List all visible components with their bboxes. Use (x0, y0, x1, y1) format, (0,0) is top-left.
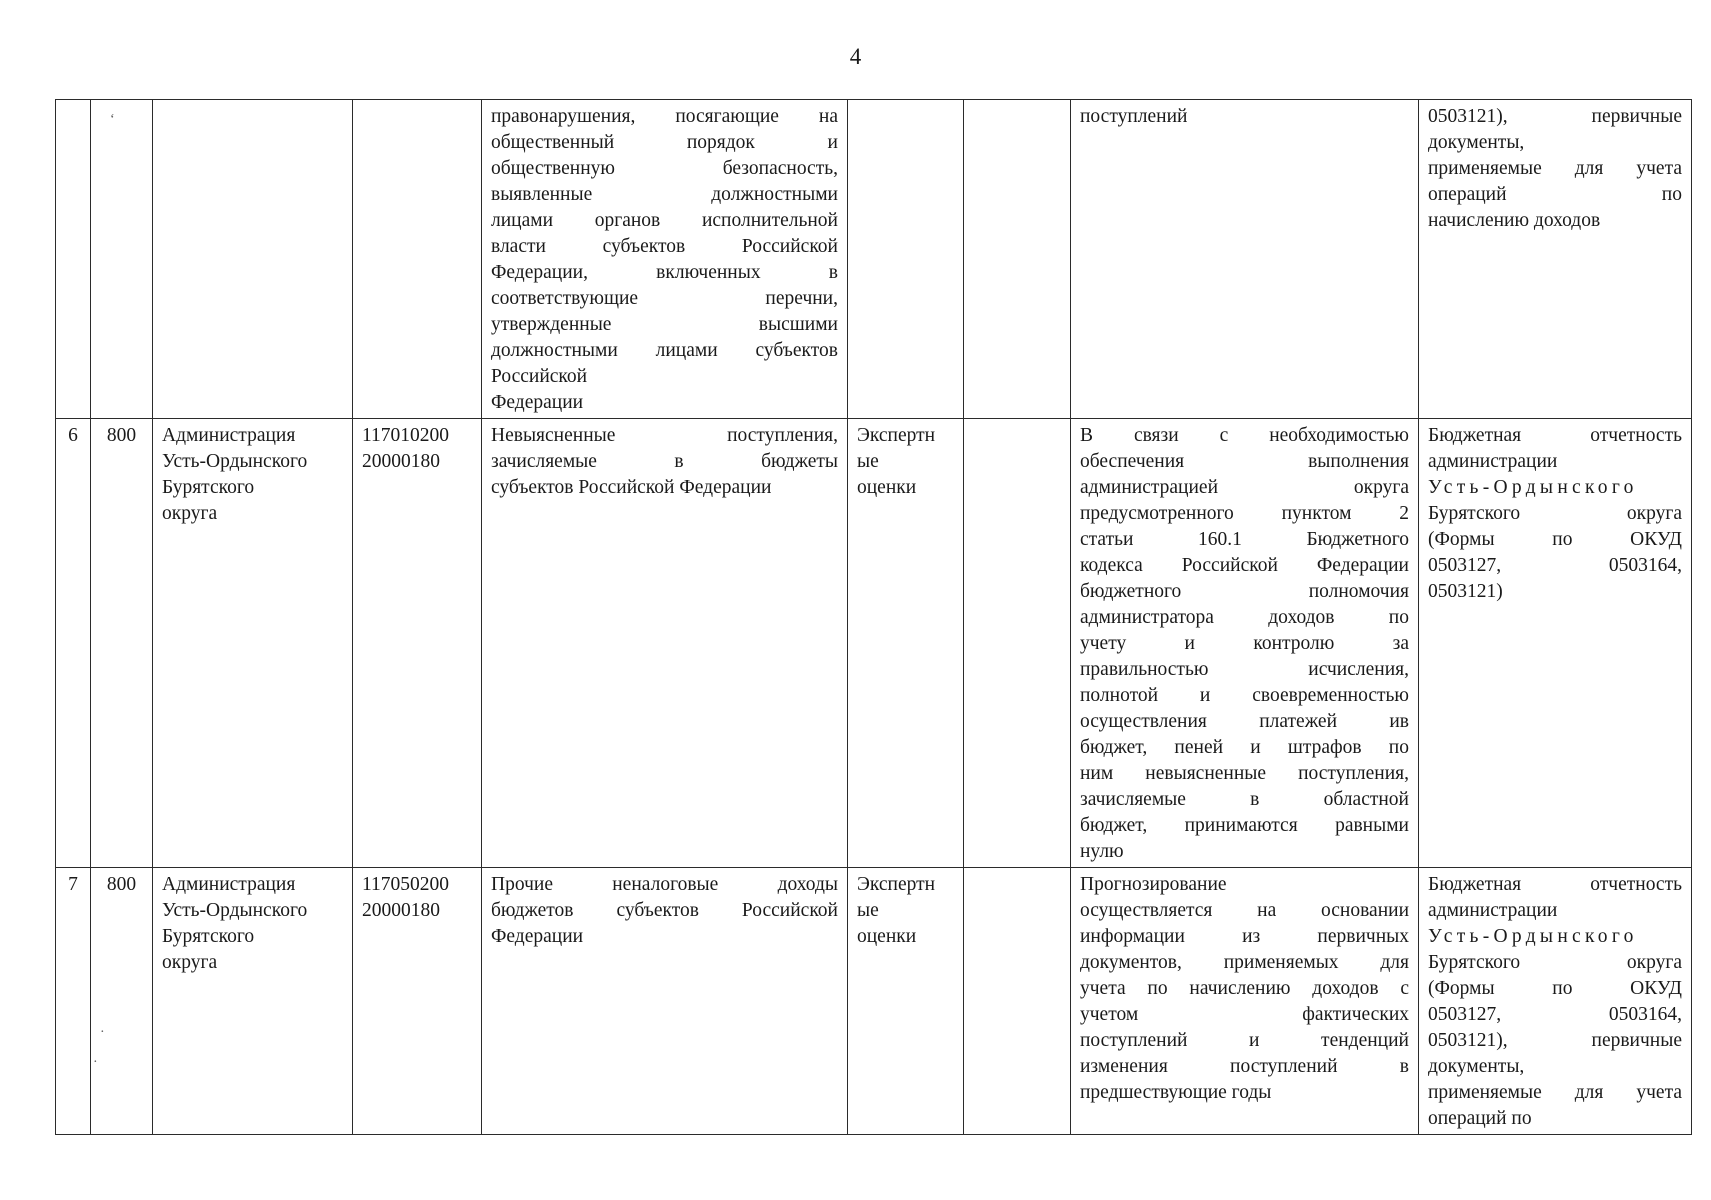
cell-algorithm-line: документов, применяемых для (1080, 952, 1409, 973)
cell-admin-name-line: округа (162, 503, 218, 524)
cell-number (56, 868, 91, 1135)
cell-kbk (353, 868, 482, 1135)
cell-admin-name (153, 100, 353, 419)
cell-algorithm-line: изменения поступлений в (1080, 1056, 1409, 1077)
cell-algorithm-line: поступлений и тенденций (1080, 1030, 1409, 1051)
cell-algorithm-line: бюджетного полномочия (1080, 581, 1409, 602)
cell-admin-name-line: Усть-Ордынского (162, 451, 308, 472)
cell-income-name-line: власти субъектов Российской (491, 236, 838, 257)
cell-source-line: Бурятского округа (1428, 503, 1682, 524)
cell-kbk-line: 20000180 (362, 451, 440, 472)
cell-income-name-line: Федерации, включенных в (491, 262, 838, 283)
cell-admin-name-line: Администрация (162, 425, 296, 446)
cell-algorithm-line: правильностью исчисления, (1080, 659, 1409, 680)
cell-algorithm-line: учетом фактических (1080, 1004, 1409, 1025)
cell-algorithm-line: предшествующие годы (1080, 1082, 1272, 1103)
scan-mark: · (93, 1055, 98, 1070)
cell-algorithm-line: кодекса Российской Федерации (1080, 555, 1409, 576)
cell-source-line: администрации (1428, 900, 1558, 921)
cell-source-line: 0503127, 0503164, (1428, 555, 1682, 576)
income-forecast-table (55, 99, 1692, 1135)
cell-admin-name-line: Бурятского (162, 477, 255, 498)
cell-income-name (482, 100, 848, 419)
cell-method-line: ые (857, 451, 879, 472)
cell-method (848, 419, 964, 868)
cell-admin-code-text: 800 (106, 874, 137, 895)
cell-number-text: 7 (68, 874, 78, 895)
cell-source-line: 0503127, 0503164, (1428, 1004, 1682, 1025)
page-number: 4 (849, 44, 862, 69)
cell-algorithm (1071, 868, 1419, 1135)
cell-income-name-line: Прочие неналоговые доходы (491, 874, 838, 895)
cell-source-line: Усть-Ордынского (1428, 477, 1638, 498)
cell-source (1419, 419, 1692, 868)
cell-source-line: Усть-Ордынского (1428, 926, 1638, 947)
cell-source-line: начислению доходов (1428, 210, 1601, 231)
cell-income-name-line: Невыясненные поступления, (491, 425, 838, 446)
cell-source-line: 0503121), первичные (1428, 106, 1682, 127)
cell-income-name-line: субъектов Российской Федерации (491, 477, 772, 498)
cell-income-name-line: Федерации (491, 926, 584, 947)
cell-income-name-line: должностными лицами субъектов (491, 340, 838, 361)
cell-source (1419, 868, 1692, 1135)
cell-income-name-line: общественную безопасность, (491, 158, 838, 179)
cell-admin-code (91, 868, 153, 1135)
cell-algorithm-line: учету и контролю за (1080, 633, 1409, 654)
cell-income-name-line: Федерации (491, 392, 584, 413)
cell-source-line: операций по (1428, 1108, 1532, 1129)
cell-algorithm-line: администратора доходов по (1080, 607, 1409, 628)
cell-algorithm-line: обеспечения выполнения (1080, 451, 1409, 472)
cell-source-line: 0503121), первичные (1428, 1030, 1682, 1051)
cell-formula (964, 100, 1071, 419)
cell-formula (964, 868, 1071, 1135)
cell-source-line: администрации (1428, 451, 1558, 472)
cell-income-name-line: соответствующие перечни, (491, 288, 838, 309)
cell-source-line: Бюджетная отчетность (1428, 874, 1682, 895)
cell-income-name-line: выявленные должностными (491, 184, 838, 205)
cell-admin-name-line: Бурятского (162, 926, 255, 947)
cell-method (848, 868, 964, 1135)
cell-source-line: Бюджетная отчетность (1428, 425, 1682, 446)
cell-income-name-line: Российской (491, 366, 588, 387)
cell-number (56, 419, 91, 868)
cell-source-line: применяемые для учета (1428, 1082, 1682, 1103)
table-row (56, 419, 1692, 868)
cell-algorithm-line: информации из первичных (1080, 926, 1409, 947)
cell-source-line: операций по (1428, 184, 1682, 205)
cell-admin-code (91, 419, 153, 868)
cell-source-line: 0503121) (1428, 581, 1503, 602)
cell-source-line: (Формы по ОКУД (1428, 978, 1682, 999)
cell-algorithm-line: Прогнозирование (1080, 874, 1227, 895)
cell-algorithm-line: нулю (1080, 841, 1124, 862)
cell-algorithm-line: бюджет, пеней и штрафов по (1080, 737, 1409, 758)
cell-algorithm-line: учета по начислению доходов с (1080, 978, 1409, 999)
cell-algorithm-line: предусмотренного пунктом 2 (1080, 503, 1409, 524)
cell-income-name (482, 868, 848, 1135)
cell-formula (964, 419, 1071, 868)
cell-income-name-line: утвержденные высшими (491, 314, 838, 335)
cell-kbk (353, 419, 482, 868)
cell-method-line: Экспертн (857, 425, 936, 446)
cell-algorithm-line: администрацией округа (1080, 477, 1409, 498)
cell-income-name-line: правонарушения, посягающие на (491, 106, 838, 127)
cell-method-line: оценки (857, 926, 917, 947)
cell-source-line: Бурятского округа (1428, 952, 1682, 973)
cell-algorithm-line: статьи 160.1 Бюджетного (1080, 529, 1409, 550)
cell-kbk-line: 117010200 (362, 425, 450, 446)
cell-algorithm-line: осуществляется на основании (1080, 900, 1409, 921)
cell-algorithm-line: зачисляемые в областной (1080, 789, 1409, 810)
cell-source-line: документы, (1428, 132, 1525, 153)
cell-algorithm-line: осуществления платежей ив (1080, 711, 1409, 732)
cell-income-name-line: бюджетов субъектов Российской (491, 900, 838, 921)
cell-source-line: (Формы по ОКУД (1428, 529, 1682, 550)
cell-method-line: Экспертн (857, 874, 936, 895)
cell-kbk-line: 20000180 (362, 900, 440, 921)
cell-algorithm (1071, 419, 1419, 868)
cell-admin-name-line: округа (162, 952, 218, 973)
cell-source-line: документы, (1428, 1056, 1525, 1077)
cell-kbk-line: 117050200 (362, 874, 450, 895)
cell-kbk (353, 100, 482, 419)
cell-source (1419, 100, 1692, 419)
cell-income-name-line: общественный порядок и (491, 132, 838, 153)
cell-income-name-line: лицами органов исполнительной (491, 210, 838, 231)
cell-income-name (482, 419, 848, 868)
cell-admin-name (153, 868, 353, 1135)
cell-number (56, 100, 91, 419)
cell-method-line: ые (857, 900, 879, 921)
cell-admin-name-line: Администрация (162, 874, 296, 895)
table-row (56, 100, 1692, 419)
cell-admin-code (91, 100, 153, 419)
cell-algorithm-line: бюджет, принимаются равными (1080, 815, 1409, 836)
cell-number-text: 6 (68, 425, 78, 446)
cell-source-line: применяемые для учета (1428, 158, 1682, 179)
cell-admin-name (153, 419, 353, 868)
cell-admin-name-line: Усть-Ордынского (162, 900, 308, 921)
table-row (56, 868, 1692, 1135)
scan-mark: ‘ (110, 112, 115, 127)
cell-income-name-line: зачисляемые в бюджеты (491, 451, 838, 472)
cell-algorithm-line: В связи с необходимостью (1080, 425, 1409, 446)
scan-mark: · (100, 1025, 105, 1040)
cell-algorithm-line: полнотой и своевременностью (1080, 685, 1409, 706)
cell-algorithm (1071, 100, 1419, 419)
cell-admin-code-text: 800 (106, 425, 137, 446)
cell-method-line: оценки (857, 477, 917, 498)
cell-method (848, 100, 964, 419)
cell-algorithm-line: поступлений (1080, 106, 1188, 127)
cell-algorithm-line: ним невыясненные поступления, (1080, 763, 1409, 784)
